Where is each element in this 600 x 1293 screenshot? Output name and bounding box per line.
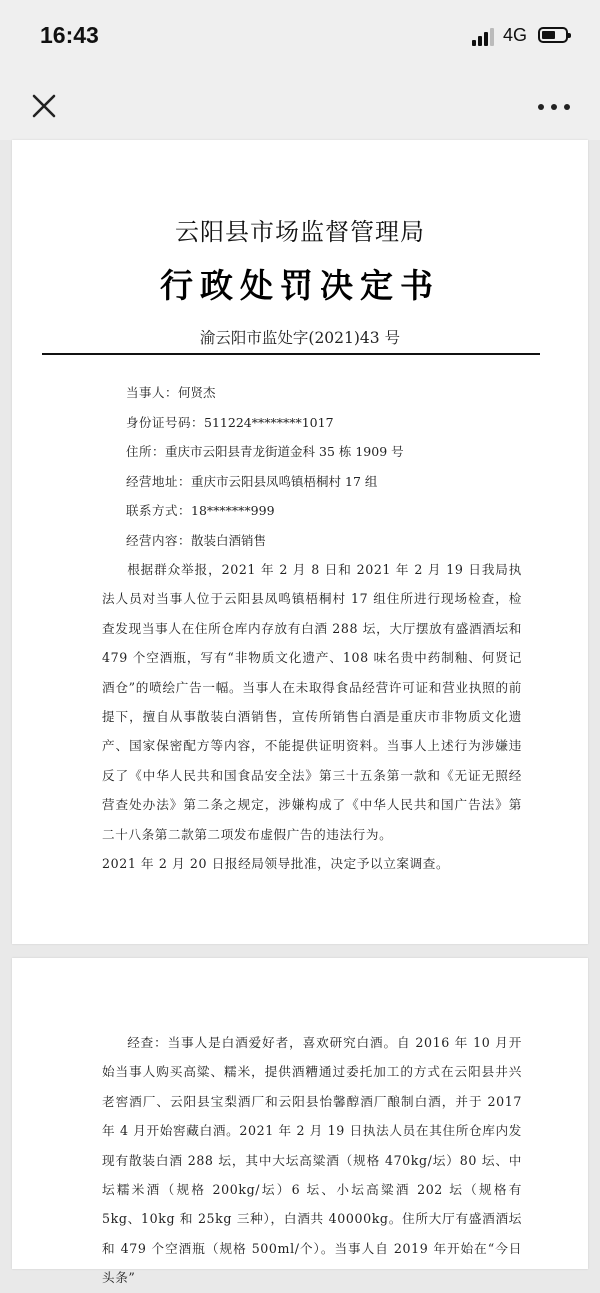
paragraph-approval: 2021 年 2 月 20 日报经局领导批准，决定予以立案调查。 <box>102 856 450 872</box>
document-page-2 <box>12 958 588 1286</box>
nav-bar <box>0 72 600 140</box>
document-number: 渝云阳市监处字(2021)43 号 <box>199 329 401 347</box>
field-business-scope: 经营内容：散装白酒销售 <box>126 532 267 548</box>
signal-icon <box>472 28 494 46</box>
party-info <box>126 386 404 563</box>
field-business-address: 经营地址：重庆市云阳县凤鸣镇梧桐村 17 组 <box>126 473 378 489</box>
field-id-number: 身份证号码：511224********1017 <box>126 414 334 430</box>
field-party: 当事人：何贤杰 <box>126 385 216 400</box>
field-contact: 联系方式：18*******999 <box>126 503 275 518</box>
investigation-text <box>102 1028 522 1293</box>
close-icon[interactable] <box>30 92 58 120</box>
paragraph-findings: 经查：当事人是白酒爱好者，喜欢研究白酒。自 2016 年 10 月开始当事人购买高粱、糯米，提供酒糟通过委托加工的方式在云阳县井兴老窖酒厂、云阳县宝梨酒厂和云阳县怡馨醇酒厂酿制白酒，并于 2017 年 4 月开始窖藏白酒。2021 年 2 月 19 日执法人员在其住所仓库内发现有散装白酒 288 坛，其中大坛高粱酒（规格 470kg/坛）80 坛、中坛糯米酒（规格 200kg/坛）6 坛、小坛高粱酒 202 坛（规格有 5kg、10kg 和 25kg 三种），白酒共 40000kg。住所大厅有盛酒酒坛和 479 个空酒瓶（规格 500ml/个）。当事人自 2019 年开始在“今日头条” <box>102 1035 522 1286</box>
case-text <box>102 555 522 878</box>
battery-icon <box>538 27 568 43</box>
status-time: 16:43 <box>40 22 99 48</box>
field-residence: 住所：重庆市云阳县青龙街道金科 35 栋 1909 号 <box>126 444 404 459</box>
agency-name: 云阳县市场监督管理局 <box>175 218 425 246</box>
network-label: 4G <box>503 25 528 45</box>
more-icon[interactable] <box>538 104 570 112</box>
document-page-1 <box>12 140 588 944</box>
status-bar <box>0 0 600 72</box>
title-divider <box>42 353 540 355</box>
document-title: 行政处罚决定书 <box>160 266 440 305</box>
paragraph-report: 根据群众举报，2021 年 2 月 8 日和 2021 年 2 月 19 日我局执法人员对当事人位于云阳县凤鸣镇梧桐村 17 组住所进行现场检查，检查发现当事人在住所仓库内存放有白酒 288 坛，大厅摆放有盛酒酒坛和 479 个空酒瓶，写有“非物质文化遗产、108 味名贵中药制釉、何贤记酒仓”的喷绘广告一幅。当事人在未取得食品经营许可证和营业执照的前提下，擅自从事散装白酒销售，宣传所销售白酒是重庆市非物质文化遗产、国家保密配方等内容，不能提供证明资料。当事人上述行为涉嫌违反了《中华人民共和国食品安全法》第三十五条第一款和《无证无照经营查处办法》第二条之规定，涉嫌构成了《中华人民共和国广告法》第二十八条第二款第二项发布虚假广告的违法行为。 <box>102 562 522 842</box>
